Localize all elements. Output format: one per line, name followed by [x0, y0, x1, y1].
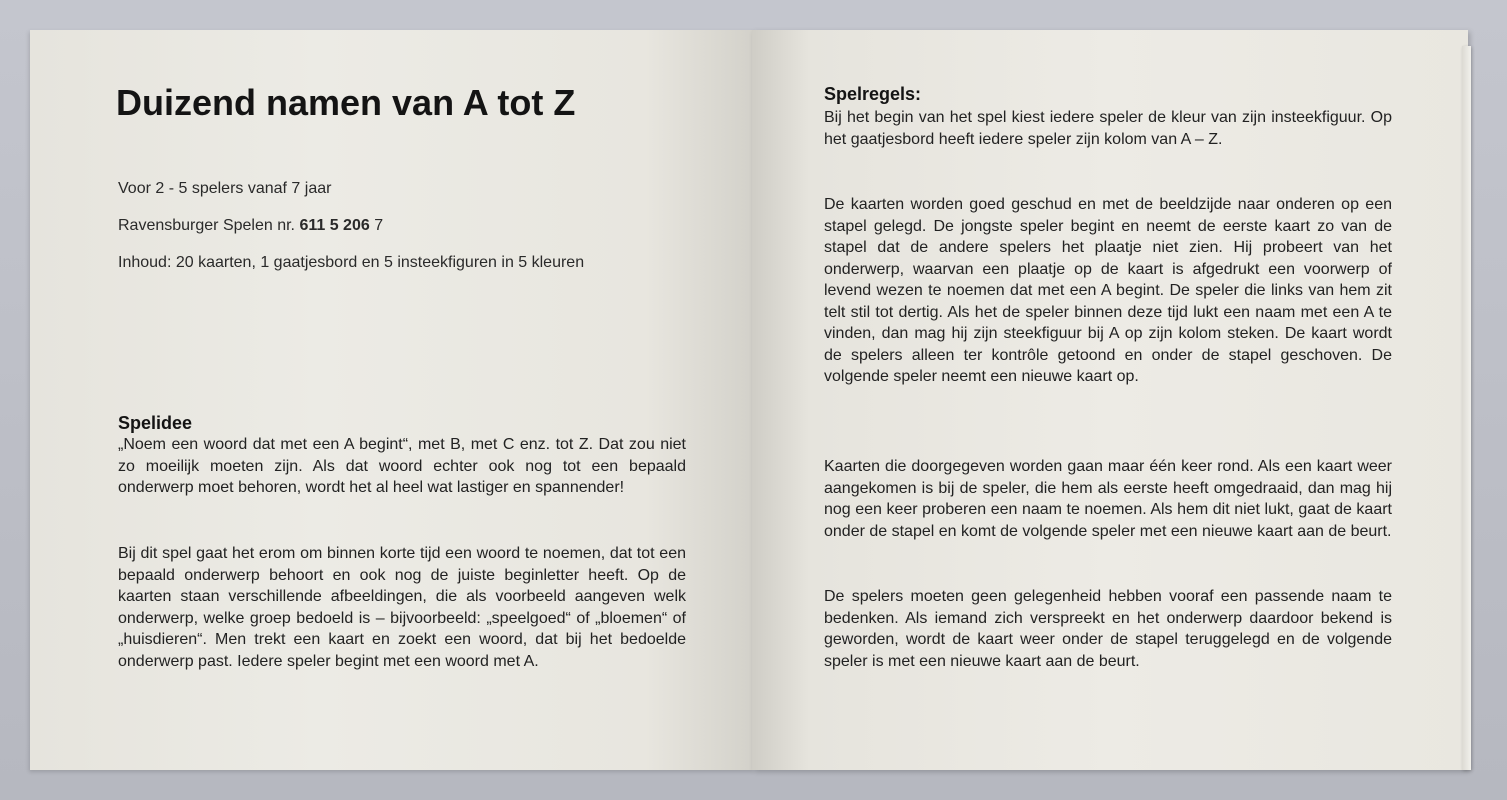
spelregels-paragraph-1: Bij het begin van het spel kiest iedere speler de kleur van zijn insteekfiguur. Op het gaatjesbord heeft iedere speler zijn kolom van A – Z.: [824, 109, 1392, 148]
spelidee-paragraph-2: Bij dit spel gaat het erom om binnen korte tijd een woord te noemen, dat tot een bepaald onderwerp behoort en ook nog de juiste beginletter heeft. Op de kaarten staan verschillende afbeeldingen, die als voorbeeld aangeven welk onderwerp, welke groep bedoeld is – bijvoorbeeld: „speelgoed“ of „bloemen“ of „huisdieren“. Men trekt een kaart en zoekt een woord, dat bij het bedoelde onderwerp past. Iedere speler begint met een woord met A.: [118, 545, 686, 670]
spelregels-heading: Spelregels:: [824, 84, 922, 104]
player-count: Voor 2 - 5 spelers vanaf 7 jaar: [118, 180, 332, 197]
right-page: [752, 30, 1468, 770]
spelregels-paragraph-4: De spelers moeten geen gelegenheid hebben vooraf een passende naam te bedenken. Als iemand zich verspreekt en het onderwerp daardoor bekend is geworden, wordt de kaart weer onder de stapel teruggelegd en de volgende speler is met een nieuwe kaart aan de beurt.: [824, 588, 1392, 670]
spelregels-paragraph-2: De kaarten worden goed geschud en met de beeldzijde naar onderen op een stapel gelegd. De jongste speler begint en neemt de eerste kaart zo van de stapel dat de andere spelers het plaatje niet zien. Hij probeert van het onderwerp, waarvan een plaatje op de kaart is afgedrukt een voorwerp of levend wezen te noemen dat met een A begint. De speler die links van hem zit telt stil tot dertig. Als het de speler binnen deze tijd lukt een naam met een A te vinden, dan mag hij zijn steekfiguur bij A op zijn kolom steken. De kaart wordt de spelers alleen ter kontrôle getoond en onder de stapel geschoven. De volgende speler neemt een nieuwe kaart op.: [824, 196, 1392, 385]
product-number-suffix: 7: [369, 217, 384, 234]
game-title: Duizend namen van A tot Z: [116, 82, 576, 123]
product-prefix: Ravensburger Spelen nr.: [118, 217, 300, 234]
spelidee-heading: Spelidee: [118, 413, 193, 433]
left-page: [30, 30, 754, 770]
spelregels-paragraph-3: Kaarten die doorgegeven worden gaan maar één keer rond. Als een kaart weer aangekomen is bij de speler, die hem als eerste heeft omgedraaid, dan mag hij nog een keer proberen een naam te noemen. Als hem dit niet lukt, gaat de kaart onder de stapel en komt de volgende speler met een nieuwe kaart aan de beurt.: [824, 458, 1392, 540]
page-edge: [1462, 46, 1471, 770]
rules-booklet: [30, 30, 1470, 772]
product-number: 611 5 206: [299, 217, 370, 234]
product-number-line: [118, 217, 383, 235]
box-contents: Inhoud: 20 kaarten, 1 gaatjesbord en 5 insteekfiguren in 5 kleuren: [118, 254, 585, 271]
spelidee-paragraph-1: „Noem een woord dat met een A begint“, met B, met C enz. tot Z. Dat zou niet zo moeilijk moeten zijn. Als dat woord echter ook nog tot een bepaald onderwerp moet behoren, wordt het al heel wat lastiger en spannender!: [118, 436, 686, 496]
